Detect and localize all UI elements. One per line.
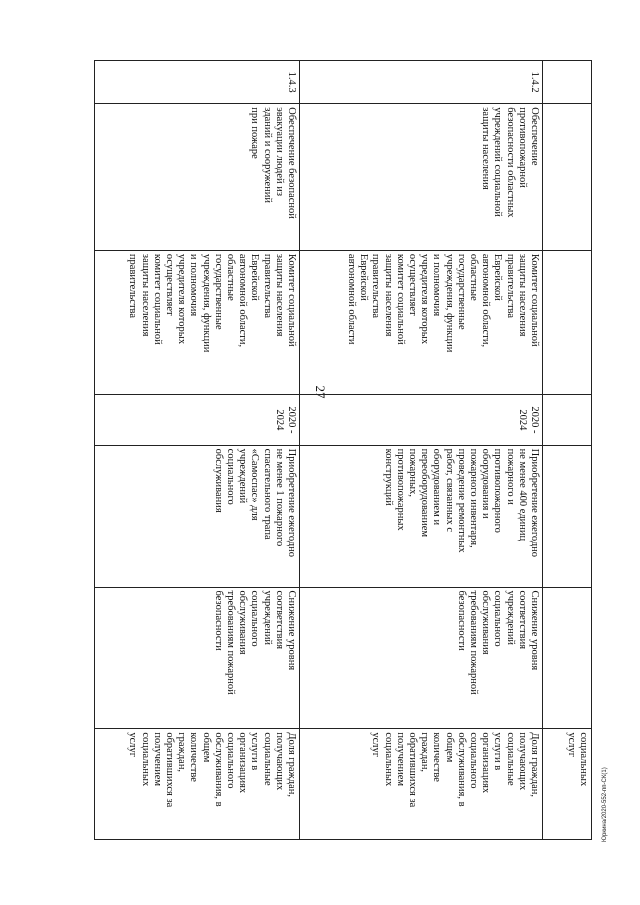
cell-indicator: Доля граждан, получающих социальные услуги в организациях социального обслуживания, в общем количестве граждан, обратившихся за получением социальных услуг xyxy=(95,729,300,840)
rotated-table-container xyxy=(92,60,592,840)
cell-name: Обеспечение противопожарной безопасности областных учреждений социальной защиты населения xyxy=(300,104,543,251)
cell-name-empty xyxy=(543,104,592,251)
cell-num: 1.4.2 xyxy=(300,61,543,104)
cell-result-empty xyxy=(543,587,592,729)
table-row xyxy=(300,61,543,840)
cell-result: Снижение уровня соответствия учреждений социального обслуживания требованиям пожарной безопасности xyxy=(95,587,300,729)
table-row xyxy=(95,61,300,840)
program-measures-table xyxy=(94,60,592,840)
page-number: 27 xyxy=(313,385,328,399)
cell-years: 2020 - 2024 xyxy=(95,395,300,445)
cell-num-empty xyxy=(543,61,592,104)
cell-measure-empty xyxy=(543,445,592,587)
cell-years-empty xyxy=(543,395,592,445)
cell-name: Обеспечение безопасной эвакуации людей из зданий и сооружений при пожаре xyxy=(95,104,300,251)
cell-num: 1.4.3 xyxy=(95,61,300,104)
cell-years: 2020 - 2024 xyxy=(300,395,543,445)
cell-indicator-tail: социальных услуг xyxy=(543,729,592,840)
cell-executor: Комитет социальной защиты населения правительства Еврейской автономной области, областные государственные учреждения, функции и полномочия учредителя которых осуществляет комитет социальной защиты населения правительства xyxy=(95,250,300,394)
cell-measure: Приобретение ежегодно не менее 400 единиц пожарного и противопожарного оборудования и пожарного инвентаря, проведение ремонтных работ, связанных с оборудованием и переоборудованием пожарных, противопожарных конструкций xyxy=(300,445,543,587)
cell-exec-empty xyxy=(543,250,592,394)
cell-result: Снижение уровня соответствия учреждений социального обслуживания требованиям пожарной безопасности xyxy=(300,587,543,729)
document-code: Юркина/2020-552-пп-СК(1) xyxy=(602,767,608,842)
cell-indicator: Доля граждан, получающих социальные услуги в организациях социального обслуживания, в общем количестве граждан, обратившихся за получением социальных услуг xyxy=(300,729,543,840)
table-row-continued xyxy=(543,61,592,840)
cell-measure: Приобретение ежегодно не менее 1 пожарного спасательного трапа «Самоспас» для учреждений социального обслуживания xyxy=(95,445,300,587)
cell-executor: Комитет социальной защиты населения правительства Еврейской автономной области, областные государственные учреждения, функции и полномочия учредителя которых осуществляет комитет социальной защиты населения правительства Еврейской автономной области xyxy=(300,250,543,394)
